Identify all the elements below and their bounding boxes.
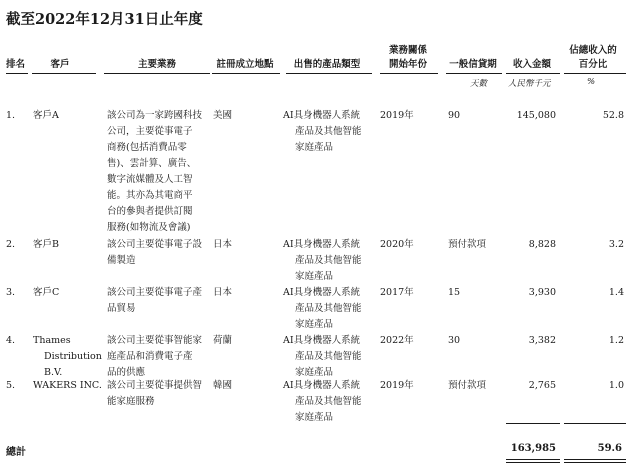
row-credit-term: 90 xyxy=(448,110,461,121)
header-location: 註冊成立地點 xyxy=(216,59,274,70)
row-business-line: 服務(如物流及會議) xyxy=(107,222,191,233)
row-product-line: AI具身機器人系統 xyxy=(283,287,361,298)
header-revenue: 收入金額 xyxy=(512,59,551,70)
header-start-year-line1: 業務關係 xyxy=(388,45,427,56)
row-start-year: 2020年 xyxy=(380,239,414,250)
row-business-line: 該公司主要從事電子產 xyxy=(107,287,203,298)
header-rule-products xyxy=(286,73,372,74)
row-customer: WAKERS INC. xyxy=(33,380,102,391)
header-start-year-line2: 開始年份 xyxy=(388,59,427,70)
row-business-line: 該公司主要從事智能家 xyxy=(107,335,203,346)
row-business-line: 公司，主要從事電子 xyxy=(107,126,193,137)
row-product-line: AI具身機器人系統 xyxy=(283,110,361,121)
header-rank: 排名 xyxy=(6,59,26,70)
row-product-line: AI具身機器人系統 xyxy=(283,380,361,391)
row-location: 美國 xyxy=(213,110,233,121)
row-share: 1.2 xyxy=(608,335,624,346)
row-revenue: 8,828 xyxy=(528,239,556,250)
row-product-line: 產品及其他智能 xyxy=(295,396,362,407)
header-share-line1: 佔總收入的 xyxy=(569,45,617,56)
header-business: 主要業務 xyxy=(137,59,176,70)
header-rule-business xyxy=(104,73,210,74)
row-start-year: 2017年 xyxy=(380,287,414,298)
unit-credit-term: 天數 xyxy=(470,79,488,89)
total-share: 59.6 xyxy=(597,443,622,454)
row-product-line: AI具身機器人系統 xyxy=(283,239,361,250)
row-business-line: 數字流媒體及人工智 xyxy=(107,174,193,185)
row-customer: 客戶A xyxy=(33,110,59,121)
row-product-line: 產品及其他智能 xyxy=(295,126,362,137)
header-rule-location xyxy=(212,73,280,74)
header-customer: 客戶 xyxy=(50,59,70,70)
row-rank: 2. xyxy=(6,239,16,250)
row-share: 3.2 xyxy=(608,239,624,250)
total-label: 總計 xyxy=(6,447,26,458)
header-credit-term: 一般信貸期 xyxy=(449,59,497,70)
row-customer: Distribution xyxy=(44,351,102,362)
row-business-line: 備製造 xyxy=(107,255,136,266)
row-product-line: AI具身機器人系統 xyxy=(283,335,361,346)
row-business-line: 能家庭服務 xyxy=(107,396,155,407)
row-product-line: 產品及其他智能 xyxy=(295,351,362,362)
total-double-rule-revenue-bottom xyxy=(506,462,560,463)
row-location: 日本 xyxy=(213,287,233,298)
row-product-line: 產品及其他智能 xyxy=(295,303,362,314)
row-share: 1.4 xyxy=(608,287,624,298)
row-customer: 客戶B xyxy=(33,239,59,250)
row-rank: 3. xyxy=(6,287,16,298)
row-rank: 4. xyxy=(6,335,16,346)
header-rule-customer xyxy=(32,73,96,74)
row-customer: B.V. xyxy=(44,367,63,378)
row-credit-term: 30 xyxy=(448,335,461,346)
header-rule-start-year xyxy=(380,73,438,74)
row-revenue: 145,080 xyxy=(516,110,556,121)
row-customer: 客戶C xyxy=(33,287,60,298)
page-title: 截至2022年12月31日止年度 xyxy=(6,11,203,28)
row-business-line: 該公司主要從事提供智 xyxy=(107,380,203,391)
header-products: 出售的產品類型 xyxy=(293,59,361,70)
row-start-year: 2019年 xyxy=(380,380,414,391)
header-rule-share xyxy=(564,73,626,74)
header-rule-rank xyxy=(6,73,28,74)
row-product-line: 家庭產品 xyxy=(295,142,334,153)
row-location: 荷蘭 xyxy=(213,335,233,346)
row-business-line: 該公司為一家跨國科技 xyxy=(107,110,203,121)
header-rule-credit-term xyxy=(446,73,502,74)
row-location: 韓國 xyxy=(213,380,233,391)
row-share: 1.0 xyxy=(608,380,624,391)
row-business-line: 該公司主要從事電子設 xyxy=(107,239,203,250)
row-share: 52.8 xyxy=(602,110,624,121)
row-business-line: 台的參與者提供訂閱 xyxy=(107,206,193,217)
row-business-line: 庭產品和消費電子產 xyxy=(107,351,193,362)
row-customer: Thames xyxy=(33,335,71,346)
row-business-line: 商務(包括消費品零 xyxy=(107,142,187,153)
row-business-line: 能。其亦為其電商平 xyxy=(107,190,193,201)
row-credit-term: 15 xyxy=(448,287,461,298)
row-start-year: 2019年 xyxy=(380,110,414,121)
unit-revenue: 人民幣千元 xyxy=(508,79,551,89)
total-rule-share xyxy=(564,423,626,424)
row-rank: 1. xyxy=(6,110,16,121)
total-revenue: 163,985 xyxy=(510,443,556,454)
row-revenue: 2,765 xyxy=(528,380,556,391)
row-product-line: 產品及其他智能 xyxy=(295,255,362,266)
total-rule-revenue xyxy=(506,423,560,424)
row-product-line: 家庭產品 xyxy=(295,271,334,282)
row-business-line: 品的供應 xyxy=(107,367,146,378)
row-business-line: 售)、雲計算、廣告、 xyxy=(107,158,197,169)
row-product-line: 家庭產品 xyxy=(295,367,334,378)
total-double-rule-revenue-top xyxy=(506,459,560,460)
row-product-line: 家庭產品 xyxy=(295,319,334,330)
total-double-rule-share-top xyxy=(564,459,626,460)
header-share-line2: 百分比 xyxy=(578,59,608,70)
row-business-line: 品貿易 xyxy=(107,303,136,314)
header-rule-revenue xyxy=(506,73,560,74)
row-credit-term: 預付款項 xyxy=(448,380,487,391)
row-credit-term: 預付款項 xyxy=(448,239,487,250)
unit-share: % xyxy=(587,77,596,87)
row-location: 日本 xyxy=(213,239,233,250)
total-double-rule-share-bottom xyxy=(564,462,626,463)
row-product-line: 家庭產品 xyxy=(295,412,334,423)
row-revenue: 3,382 xyxy=(528,335,556,346)
row-revenue: 3,930 xyxy=(528,287,556,298)
row-start-year: 2022年 xyxy=(380,335,414,346)
row-rank: 5. xyxy=(6,380,16,391)
